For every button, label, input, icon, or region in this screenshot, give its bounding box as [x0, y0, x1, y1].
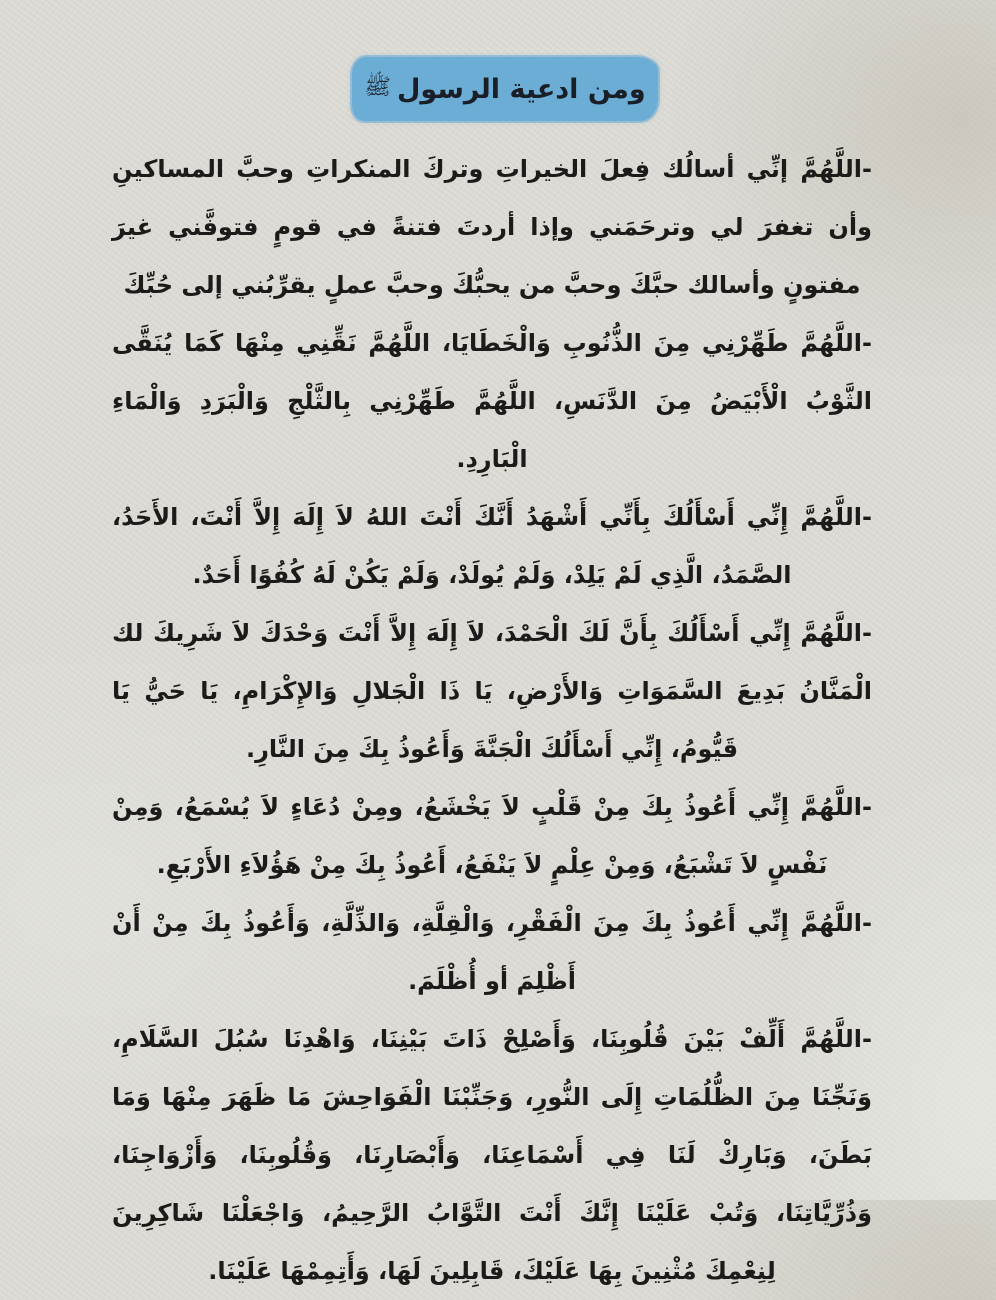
- dua-paragraph: [112, 604, 872, 778]
- dua-dash: -: [862, 329, 872, 357]
- dua-dash: -: [862, 619, 872, 647]
- dua-text: اللَّهُمَّ إِنِّي أَسْأَلُكَ بِأَنَّ لَكَ الْحَمْدَ، لاَ إِلَهَ إِلاَّ أَنْتَ وَحْدَكَ لاَ شَرِيكَ لك الْمَنَّانُ بَدِيعَ السَّمَوَاتِ وَالأَرْضِ، يَا ذَا الْجَلالِ وَالإِكْرَامِ، يَا حَيُّ يَا قَيُّومُ، إِنِّي أَسْأَلُكَ الْجَنَّةَ وَأَعُوذُ بِكَ مِنَ النَّارِ.: [112, 619, 872, 763]
- dua-paragraph: [112, 314, 872, 488]
- dua-list: [112, 140, 872, 1300]
- honorific-ligature-icon: ﷺ: [364, 75, 391, 100]
- dua-dash: -: [862, 155, 872, 183]
- dua-paragraph: [112, 894, 872, 1010]
- title-badge: [352, 57, 658, 121]
- dua-dash: -: [862, 909, 872, 937]
- dua-text: اللَّهُمَّ إِنِّي أَسْأَلُكَ بِأَنِّي أَشْهَدُ أَنَّكَ أَنْتَ اللهُ لاَ إِلَهَ إِلاَّ أَنْتَ، الأَحَدُ، الصَّمَدُ، الَّذِي لَمْ يَلِدْ، وَلَمْ يُولَدْ، وَلَمْ يَكُنْ لَهُ كُفُوًا أَحَدٌ.: [112, 503, 863, 589]
- dua-paragraph: [112, 488, 872, 604]
- dua-paragraph: [112, 140, 872, 314]
- dua-paragraph: [112, 778, 872, 894]
- dua-text: اللَّهُمَّ إنِّي أسالُك فِعلَ الخيراتِ وتركَ المنكراتِ وحبَّ المساكينِ وأن تغفرَ لي وترحَمَني وإذا أردتَ فتنةً في قومٍ فتوفَّني غيرَ مفتونٍ وأسالك حبَّكَ وحبَّ من يحبُّكَ وحبَّ عملٍ يقرِّبُني إلى حُبِّكَ: [112, 155, 872, 299]
- dua-paragraph: [112, 1010, 872, 1300]
- dua-text: اللَّهُمَّ طَهِّرْنِي مِنَ الذُّنُوبِ وَالْخَطَايَا، اللَّهُمَّ نَقِّنِي مِنْهَا كَمَا يُنَقَّى الثَّوْبُ الْأَبْيَضُ مِنَ الدَّنَسِ، اللَّهُمَّ طَهِّرْنِي بِالثَّلْجِ وَالْبَرَدِ وَالْمَاءِ الْبَارِدِ.: [112, 329, 872, 473]
- dua-text: اللَّهُمَّ إِنِّي أَعُوذُ بِكَ مِنْ قَلْبٍ لاَ يَخْشَعُ، ومِنْ دُعَاءٍ لاَ يُسْمَعُ، وَمِنْ نَفْسٍ لاَ تَشْبَعُ، وَمِنْ عِلْمٍ لاَ يَنْفَعُ، أَعُوذُ بِكَ مِنْ هَؤُلاَءِ الأَرْبَعِ.: [112, 793, 863, 879]
- page-title: ومن ادعية الرسول: [396, 73, 646, 105]
- dua-dash: -: [862, 503, 872, 531]
- dua-dash: -: [862, 793, 872, 821]
- dua-dash: -: [862, 1025, 872, 1053]
- dua-text: اللَّهُمَّ إِنِّي أَعُوذُ بِكَ مِنَ الْفَقْرِ، وَالْقِلَّةِ، وَالذِّلَّةِ، وَأَعُوذُ بِكَ مِنْ أَنْ أَظْلِمَ أو أُظْلَمَ.: [112, 909, 863, 995]
- dua-text: اللَّهُمَّ أَلِّفْ بَيْنَ قُلُوبِنَا، وَأَصْلِحْ ذَاتَ بَيْنِنَا، وَاهْدِنَا سُبُلَ السَّلَامِ، وَنَجِّنَا مِنَ الظُّلُمَاتِ إِلَى النُّورِ، وَجَنِّبْنَا الْفَوَاحِشَ مَا ظَهَرَ مِنْهَا وَمَا بَطَنَ، وَبَارِكْ لَنَا فِي أَسْمَاعِنَا، وَأَبْصَارِنَا، وَقُلُوبِنَا، وَأَزْوَاجِنَا، وَذُرِّيَّاتِنَا، وَتُبْ عَلَيْنَا إِنَّكَ أَنْتَ التَّوَّابُ الرَّحِيمُ، وَاجْعَلْنَا شَاكِرِينَ لِنِعْمِكَ مُثْنِينَ بِهَا عَلَيْكَ، قَابِلِينَ لَهَا، وَأَتِمِمْهَا عَلَيْنَا.: [112, 1025, 872, 1285]
